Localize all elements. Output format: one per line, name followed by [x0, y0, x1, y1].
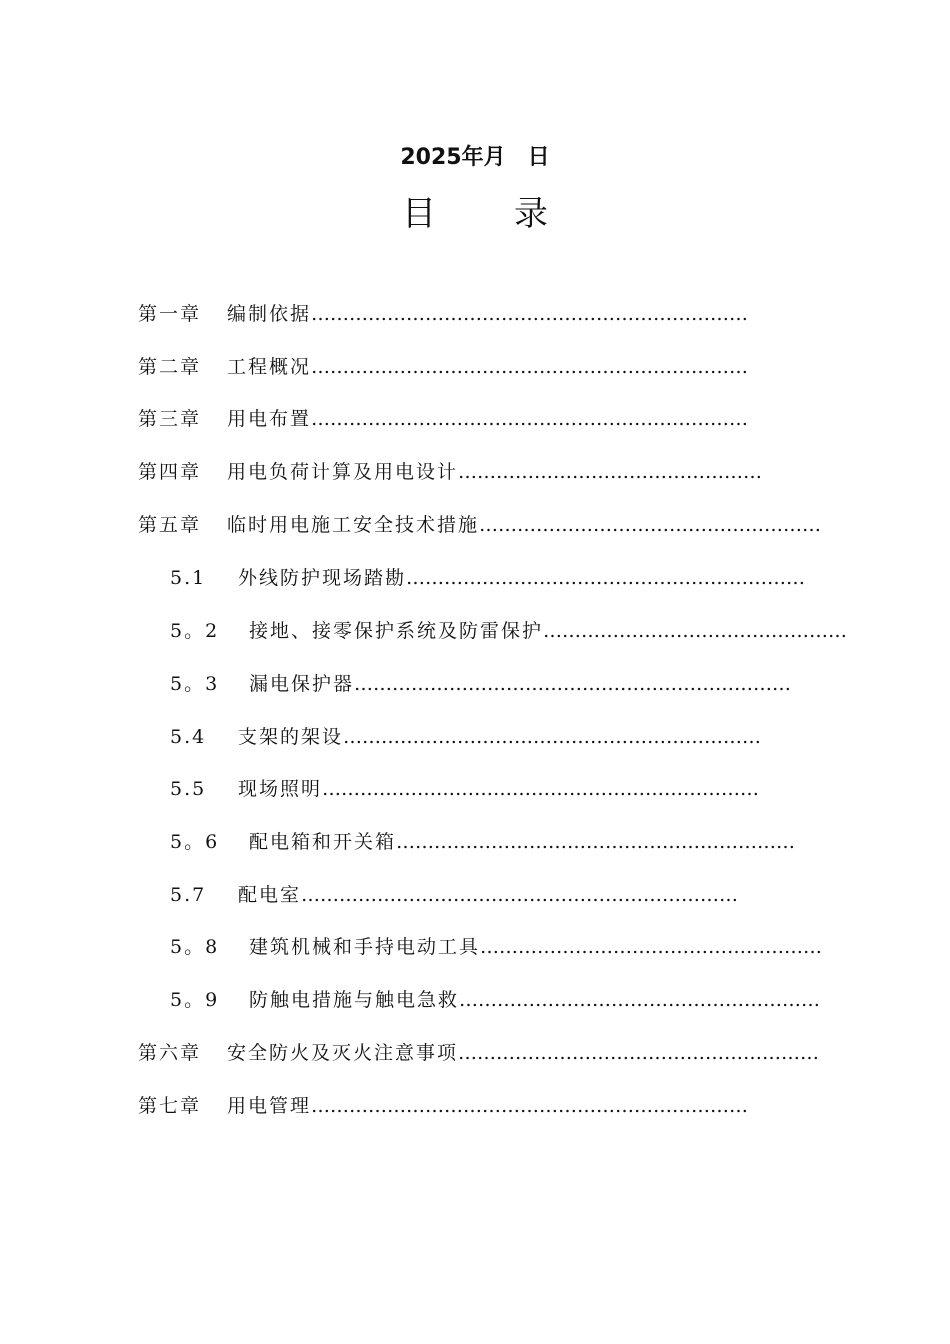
toc-entry-title: 建筑机械和手持电动工具	[249, 936, 481, 958]
toc-entry	[170, 987, 850, 1013]
toc-entry-title: 配电箱和开关箱	[249, 831, 397, 853]
toc-entry-number: 5.5	[170, 778, 207, 800]
toc-entry-number: 第七章	[138, 1095, 202, 1117]
toc-entry	[138, 512, 850, 538]
toc-entry-title: 支架的架设	[238, 726, 344, 748]
toc-entry	[170, 671, 850, 697]
toc-entry-leader: ……………………………………………………………	[311, 356, 749, 378]
toc-entry-title: 现场照明	[238, 778, 323, 800]
toc-entry-leader: ………………………………………………	[479, 514, 822, 536]
toc-entry-title: 用电布置	[227, 408, 312, 430]
toc-entry-title: 接地、接零保护系统及防雷保护	[249, 620, 544, 642]
toc-entry-title: 外线防护现场踏勘	[238, 567, 407, 589]
toc-entry-title: 用电负荷计算及用电设计	[227, 461, 459, 483]
toc-entry-number: 5。9	[170, 989, 220, 1011]
toc-entry-title: 临时用电施工安全技术措施	[227, 514, 480, 536]
toc-entry-title: 安全防火及灭火注意事项	[227, 1042, 459, 1064]
toc-entry-number: 5.4	[170, 726, 207, 748]
toc-entry-leader: …………………………………………	[458, 461, 763, 483]
toc-title-left: 目	[402, 194, 436, 234]
toc-entry-leader: ………………………………………………………	[396, 831, 796, 853]
toc-entry	[170, 882, 840, 908]
toc-entry	[170, 829, 850, 855]
toc-entry-leader: …………………………………………………	[458, 1042, 820, 1064]
toc-entry-number: 5。2	[170, 620, 220, 642]
toc-entry	[170, 776, 840, 802]
toc-entry-leader: …………………………………………………………	[343, 726, 762, 748]
toc-entry-leader: ………………………………………………………	[406, 567, 806, 589]
toc-entry-number: 5。3	[170, 673, 220, 695]
toc-entry-leader: ……………………………………………………………	[311, 408, 749, 430]
toc-entry	[138, 406, 850, 432]
toc-entry-leader: ……………………………………………………………	[301, 884, 739, 906]
toc-entry	[170, 618, 850, 644]
toc-entry-number: 第六章	[138, 1042, 202, 1064]
toc-entry-leader: ……………………………………………………………	[322, 778, 760, 800]
toc-entry-number: 5.7	[170, 884, 207, 906]
toc-entry-leader: ……………………………………………………………	[311, 1095, 749, 1117]
toc-entry-number: 5。8	[170, 936, 220, 958]
toc-entry-title: 编制依据	[227, 303, 312, 325]
toc-entry	[138, 459, 840, 485]
toc-entry	[138, 354, 850, 380]
toc-entry-number: 第四章	[138, 461, 202, 483]
toc-entry-number: 5.1	[170, 567, 207, 589]
toc-title-right: 录	[514, 194, 548, 234]
document-date: 2025年月 日	[400, 145, 550, 170]
toc-entry-leader: …………………………………………………	[459, 989, 821, 1011]
toc-entry	[170, 934, 850, 960]
toc-entry-number: 5。6	[170, 831, 220, 853]
toc-entry-leader: ……………………………………………………………	[311, 303, 749, 325]
toc-entry	[138, 301, 850, 327]
toc-entry-number: 第三章	[138, 408, 202, 430]
toc-entry	[170, 724, 840, 750]
toc-entry-leader: …………………………………………	[543, 620, 848, 642]
toc-entry	[170, 565, 840, 591]
toc-entry-title: 配电室	[238, 884, 302, 906]
toc-entry-title: 防触电措施与触电急救	[249, 989, 460, 1011]
toc-entry-number: 第五章	[138, 514, 202, 536]
toc-entry-leader: ……………………………………………………………	[354, 673, 792, 695]
toc-entry	[138, 1093, 850, 1119]
toc-entry-title: 漏电保护器	[249, 673, 355, 695]
toc-entry-number: 第一章	[138, 303, 202, 325]
toc-entry-title: 用电管理	[227, 1095, 312, 1117]
toc-entry	[138, 1040, 850, 1066]
toc-entry-leader: ………………………………………………	[480, 936, 823, 958]
toc-entry-number: 第二章	[138, 356, 202, 378]
toc-entry-title: 工程概况	[227, 356, 312, 378]
